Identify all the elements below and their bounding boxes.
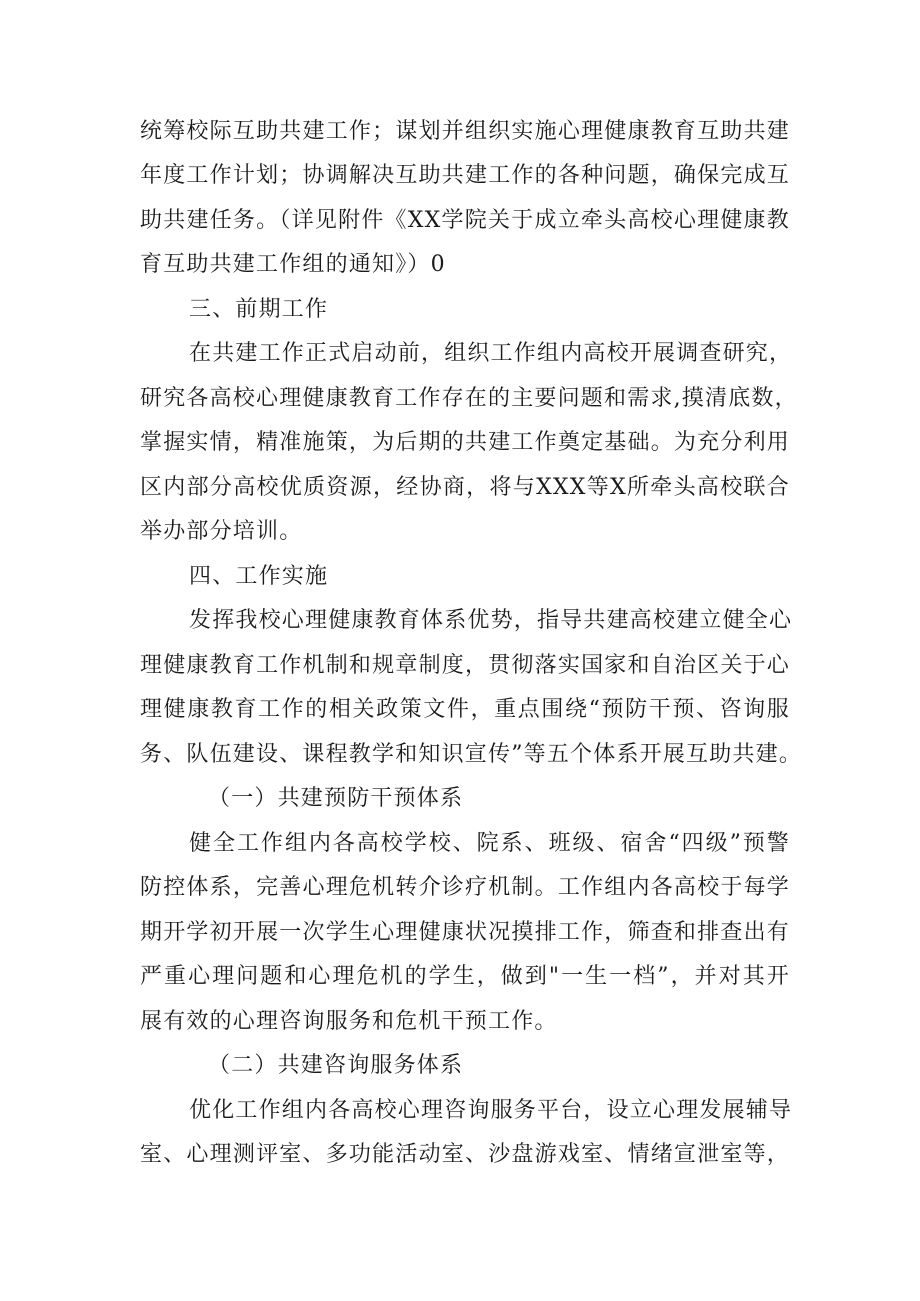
paragraph-line: 期开学初开展一次学生心理健康状况摸排工作，筛查和排查出有	[140, 920, 790, 945]
paragraph-line: 育互助共建工作组的通知》）0	[140, 252, 446, 277]
paragraph-line: 展有效的心理咨询服务和危机干预工作。	[140, 1009, 558, 1034]
section-heading: 三、前期工作	[189, 297, 329, 322]
paragraph-line: 区内部分高校优质资源，经协商，将与XXX等X所牵头高校联合	[140, 475, 790, 500]
subsection-heading: （二）共建咨询服务体系	[208, 1053, 464, 1078]
paragraph-line: 年度工作计划；协调解决互助共建工作的各种问题，确保完成互	[140, 163, 790, 188]
section-heading: 四、工作实施	[189, 564, 329, 589]
paragraph-line: 举办部分培训。	[140, 519, 303, 544]
paragraph-line: 室、心理测评室、多功能活动室、沙盘游戏室、情绪宣泄室等，	[140, 1142, 790, 1167]
paragraph-line: 防控体系，完善心理危机转介诊疗机制。工作组内各高校于每学	[140, 875, 790, 900]
paragraph-line: 研究各高校心理健康教育工作存在的主要问题和需求,摸清底数，	[140, 386, 798, 411]
paragraph-line: 健全工作组内各高校学校、院系、班级、宿舍“四级”预警	[189, 831, 790, 856]
paragraph-line: 务、队伍建设、课程教学和知识宣传”等五个体系开展互助共建。	[140, 742, 803, 767]
paragraph-line: 理健康教育工作的相关政策文件，重点围绕“预防干预、咨询服	[140, 697, 790, 722]
paragraph-line: 助共建任务。（详见附件《XX学院关于成立牵头高校心理健康教	[140, 208, 790, 233]
paragraph-line: 统筹校际互助共建工作；谋划并组织实施心理健康教育互助共建	[140, 119, 790, 144]
subsection-heading: （一）共建预防干预体系	[208, 786, 464, 811]
paragraph-line: 掌握实情，精准施策，为后期的共建工作奠定基础。为充分利用	[140, 430, 790, 455]
paragraph-line: 在共建工作正式启动前，组织工作组内高校开展调查研究，	[189, 341, 793, 366]
paragraph-line: 优化工作组内各高校心理咨询服务平台，设立心理发展辅导	[189, 1098, 793, 1123]
paragraph-line: 发挥我校心理健康教育体系优势，指导共建高校建立健全心	[189, 608, 793, 633]
paragraph-line: 理健康教育工作机制和规章制度，贯彻落实国家和自治区关于心	[140, 653, 790, 678]
paragraph-line: 严重心理问题和心理危机的学生，做到"一生一档”，并对其开	[140, 964, 790, 989]
